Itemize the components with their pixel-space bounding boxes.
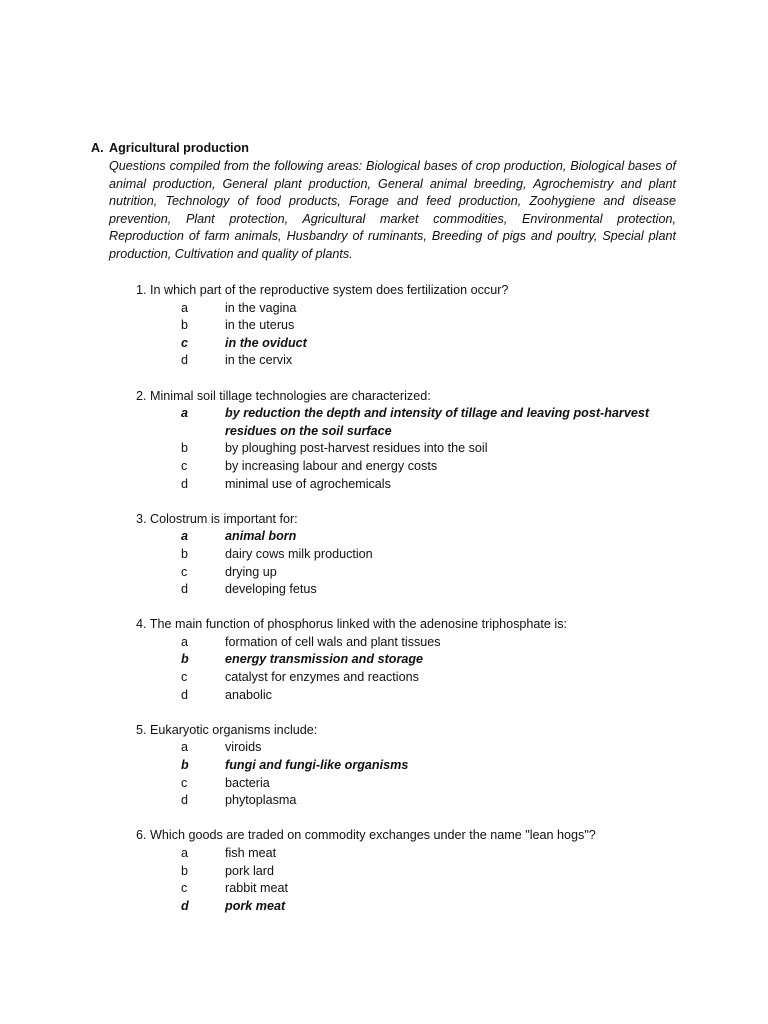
option-text: rabbit meat xyxy=(225,881,288,896)
answer-option-a xyxy=(136,300,696,318)
option-letter: a xyxy=(181,740,189,755)
question-text: 1. In which part of the reproductive system does fertilization occur? xyxy=(136,283,509,297)
answer-option-a xyxy=(136,739,696,757)
question-text: 5. Eukaryotic organisms include: xyxy=(136,722,318,737)
answer-option-c xyxy=(136,458,696,476)
answer-option-d-correct xyxy=(136,898,696,916)
answer-option-a xyxy=(136,634,696,652)
answer-option-b xyxy=(136,546,696,564)
question-text: 6. Which goods are traded on commodity exchanges under the name "lean hogs"? xyxy=(136,828,596,843)
option-letter: c xyxy=(181,670,188,685)
answer-option-a xyxy=(136,845,696,863)
question-list xyxy=(136,282,696,933)
answer-option-d xyxy=(136,792,696,810)
option-letter: d xyxy=(181,687,189,702)
option-letter: d xyxy=(181,353,189,368)
answer-option-b xyxy=(136,317,696,335)
option-letter: c xyxy=(181,775,188,790)
option-letter: b xyxy=(181,318,189,333)
option-letter: b xyxy=(181,758,189,773)
answer-option-c-correct xyxy=(136,335,696,353)
option-text: in the vagina xyxy=(225,300,297,315)
question-4 xyxy=(136,616,696,704)
question-5 xyxy=(136,722,696,810)
answer-option-b-correct xyxy=(136,757,696,775)
question-6 xyxy=(136,827,696,915)
option-text: by ploughing post-harvest residues into the soil xyxy=(225,441,488,456)
option-text: fish meat xyxy=(225,846,277,860)
answer-option-b-correct xyxy=(136,651,696,669)
option-letter: b xyxy=(181,652,189,667)
option-text: formation of cell wals and plant tissues xyxy=(225,634,441,649)
option-text: catalyst for enzymes and reactions xyxy=(225,670,419,685)
option-text: phytoplasma xyxy=(225,793,297,808)
option-letter: a xyxy=(181,634,189,649)
question-text: 2. Minimal soil tillage technologies are characterized: xyxy=(136,388,431,403)
answer-option-d xyxy=(136,352,696,370)
option-letter: c xyxy=(181,458,188,473)
option-letter: d xyxy=(181,898,189,913)
option-letter: a xyxy=(181,846,189,860)
option-letter: d xyxy=(181,582,189,597)
option-text: in the uterus xyxy=(225,318,295,333)
option-letter: a xyxy=(181,529,189,544)
option-letter: c xyxy=(181,564,188,579)
answer-option-a-correct xyxy=(136,528,696,546)
option-text: by increasing labour and energy costs xyxy=(225,458,438,473)
question-text: 3. Colostrum is important for: xyxy=(136,511,298,526)
question-2 xyxy=(136,388,696,494)
answer-option-c xyxy=(136,775,696,793)
option-letter: c xyxy=(181,881,188,896)
option-text: fungi and fungi-like organisms xyxy=(225,758,409,773)
answer-option-c xyxy=(136,880,696,898)
option-letter: a xyxy=(181,300,189,315)
answer-option-c xyxy=(136,564,696,582)
section-title: Agricultural production xyxy=(109,141,249,155)
answer-option-c xyxy=(136,669,696,687)
option-text: developing fetus xyxy=(225,582,317,597)
answer-option-b xyxy=(136,863,696,881)
option-letter: d xyxy=(181,476,189,491)
option-text: viroids xyxy=(225,740,262,755)
option-letter: c xyxy=(181,335,189,350)
option-text: by reduction the depth and intensity of tillage and leaving post-harvest residues on the soil surface xyxy=(225,406,650,438)
option-text: in the cervix xyxy=(225,353,293,368)
option-text: pork meat xyxy=(225,898,286,913)
option-letter: b xyxy=(181,546,189,561)
answer-option-d xyxy=(136,581,696,599)
option-text: anabolic xyxy=(225,687,272,702)
question-1 xyxy=(136,282,696,370)
option-letter: b xyxy=(181,863,189,878)
option-text: in the oviduct xyxy=(225,335,307,350)
option-letter: b xyxy=(181,441,189,456)
option-text: bacteria xyxy=(225,775,270,790)
answer-option-b xyxy=(136,440,696,458)
section-intro: Questions compiled from the following areas: Biological bases of crop production, Biological bases of animal production, General plant production, General animal breeding, Agrochemistry and plant nutrition, Technology of food products, Forage and feed production, Zoohygiene and disease prevention, Plant protection, Agricultural market commodities, Environmental protection, Reproduction of farm animals, Husbandry of ruminants, Breeding of pigs and poultry, Special plant production, Cultivation and quality of plants. xyxy=(109,159,676,261)
option-text: dairy cows milk production xyxy=(225,546,373,561)
option-text: minimal use of agrochemicals xyxy=(225,476,391,491)
answer-option-a-correct xyxy=(136,405,696,440)
option-text: energy transmission and storage xyxy=(225,652,424,667)
section-heading xyxy=(91,140,691,158)
answer-option-d xyxy=(136,687,696,705)
option-letter: a xyxy=(181,406,189,421)
option-text: pork lard xyxy=(225,863,274,878)
option-text: drying up xyxy=(225,564,277,579)
option-letter: d xyxy=(181,793,189,808)
option-text: animal born xyxy=(225,529,297,544)
question-text: 4. The main function of phosphorus linked with the adenosine triphosphate is: xyxy=(136,617,568,632)
answer-option-d xyxy=(136,476,696,494)
question-3 xyxy=(136,511,696,599)
section-letter: A. xyxy=(91,141,104,155)
